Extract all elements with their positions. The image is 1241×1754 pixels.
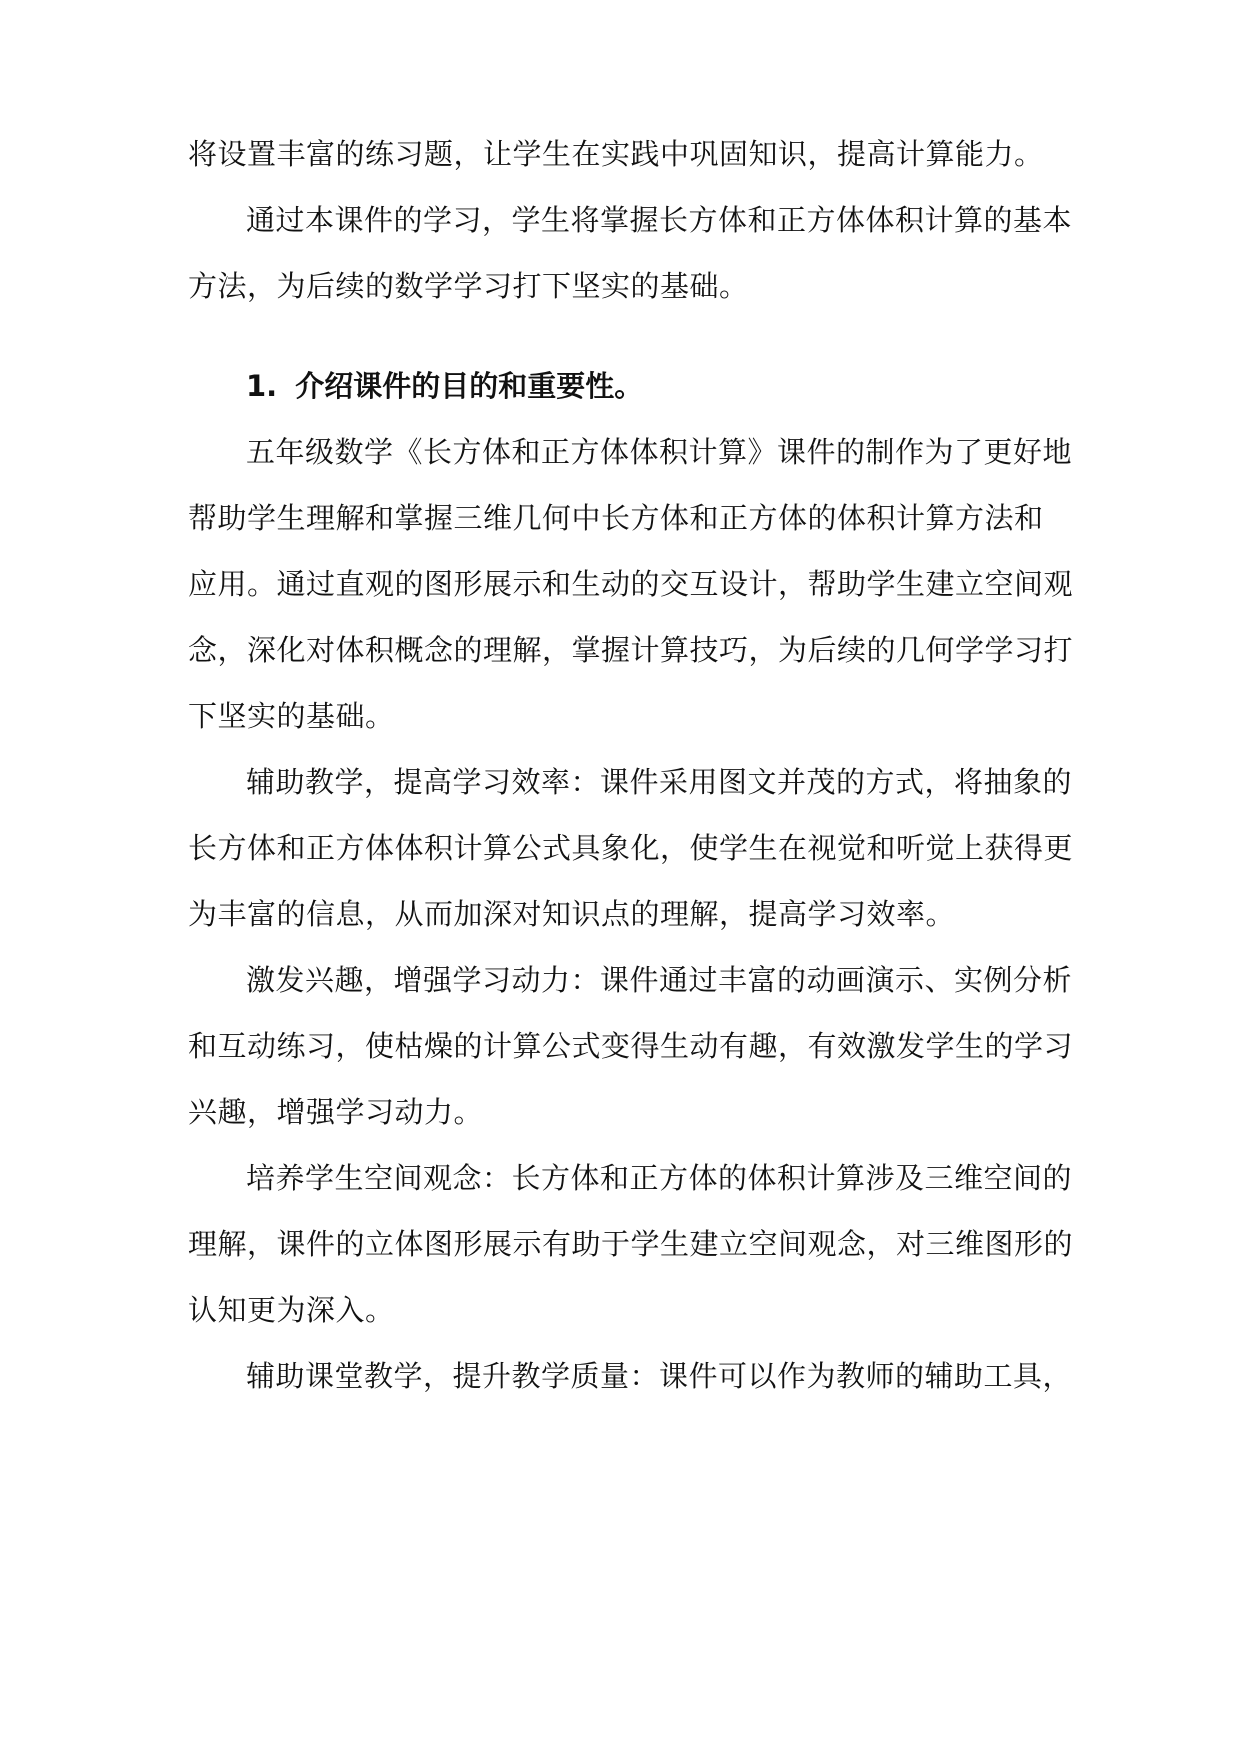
paragraph-line: 长方体和正方体体积计算公式具象化，使学生在视觉和听觉上获得更 [188,831,1074,865]
paragraph-line: 和互动练习，使枯燥的计算公式变得生动有趣，有效激发学生的学习 [188,1029,1074,1063]
heading-text: 介绍课件的目的和重要性。 [295,369,644,403]
paragraph-line: 帮助学生理解和掌握三维几何中长方体和正方体的体积计算方法和 [188,501,1044,535]
paragraph-line: 激发兴趣，增强学习动力：课件通过丰富的动画演示、实例分析 [246,963,1073,997]
paragraph-line: 通过本课件的学习，学生将掌握长方体和正方体体积计算的基本 [246,203,1073,237]
paragraph-line: 兴趣，增强学习动力。 [188,1095,484,1129]
paragraph-line: 念，深化对体积概念的理解，掌握计算技巧，为后续的几何学学习打 [188,633,1074,667]
paragraph-line: 培养学生空间观念：长方体和正方体的体积计算涉及三维空间的 [246,1161,1073,1195]
paragraph-line: 认知更为深入。 [188,1293,395,1327]
heading-number: 1. [246,369,278,403]
paragraph-line: 五年级数学《长方体和正方体体积计算》课件的制作为了更好地 [246,435,1073,469]
paragraph-line: 将设置丰富的练习题，让学生在实践中巩固知识，提高计算能力。 [188,137,1044,171]
paragraph-line: 辅助课堂教学，提升教学质量：课件可以作为教师的辅助工具， [246,1359,1073,1393]
paragraph-line: 为丰富的信息，从而加深对知识点的理解，提高学习效率。 [188,897,956,931]
paragraph-line: 下坚实的基础。 [188,699,395,733]
paragraph-line: 理解，课件的立体图形展示有助于学生建立空间观念，对三维图形的 [188,1227,1074,1261]
paragraph-line: 辅助教学，提高学习效率：课件采用图文并茂的方式，将抽象的 [246,765,1073,799]
paragraph-line: 应用。通过直观的图形展示和生动的交互设计，帮助学生建立空间观 [188,567,1074,601]
paragraph-line: 方法，为后续的数学学习打下坚实的基础。 [188,269,749,303]
section-heading [246,366,643,406]
